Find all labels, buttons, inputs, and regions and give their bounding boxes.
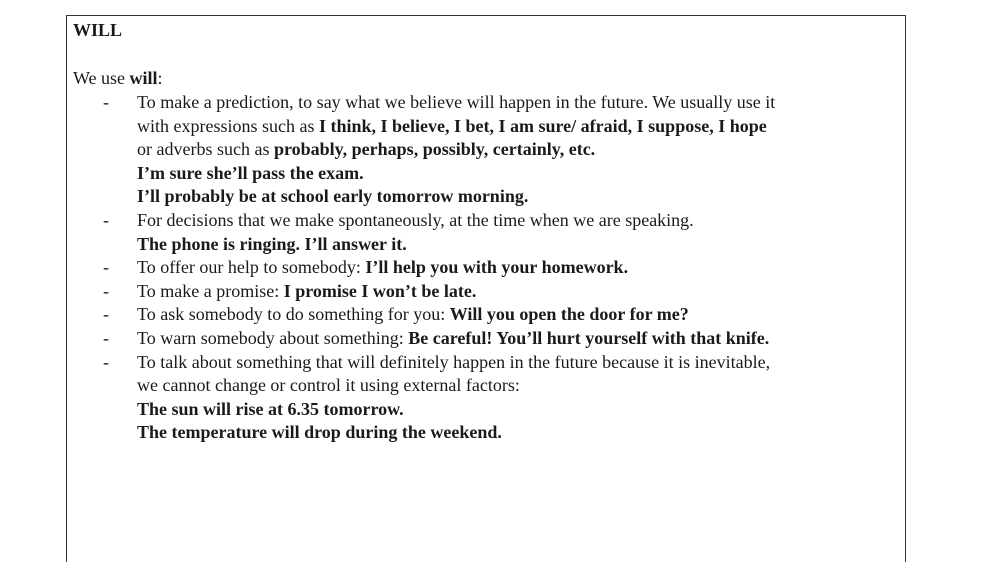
bullet-dash: -: [103, 209, 109, 230]
item-line: [137, 398, 903, 422]
item-line: [137, 162, 903, 186]
item-line: [137, 115, 903, 139]
item-line: [137, 421, 903, 445]
example-text: I’ll probably be at school early tomorrow morning.: [137, 186, 529, 207]
item-line: [137, 351, 903, 375]
body-text: To make a prediction, to say what we believe will happen in the future. We usually use it: [137, 92, 776, 112]
bullet-dash: -: [103, 92, 109, 112]
body-text: To warn somebody about something:: [137, 327, 409, 348]
example-text: The temperature will drop during the weekend.: [137, 422, 502, 443]
example-text: I’m sure she’ll pass the exam.: [137, 162, 364, 183]
body-text: we cannot change or control it using external factors:: [137, 375, 520, 396]
item-line: [137, 209, 903, 233]
body-text: with expressions such as: [137, 115, 319, 136]
example-text: probably, perhaps, possibly, certainly, etc.: [273, 139, 596, 160]
body-text: To talk about something that will definitely happen in the future because it is inevitable,: [137, 351, 771, 372]
item-line: [137, 303, 903, 327]
item-line: [137, 327, 903, 351]
body-text: To ask somebody to do something for you:: [137, 304, 450, 325]
example-text: I promise I won’t be late.: [283, 280, 477, 301]
intro-line: [73, 66, 163, 90]
example-text: The sun will rise at 6.35 tomorrow.: [137, 398, 404, 419]
example-text: Will you open the door for me?: [449, 304, 689, 325]
intro-keyword: will: [129, 68, 158, 88]
body-text: To make a promise:: [137, 280, 284, 301]
list-item: [73, 327, 903, 351]
item-line: [137, 280, 903, 304]
list-item: [73, 351, 903, 445]
item-line: [137, 256, 903, 280]
intro-text: We use: [73, 68, 130, 88]
example-text: I think, I believe, I bet, I am sure/ afraid, I suppose, I hope: [318, 115, 767, 136]
list-item: [73, 280, 903, 304]
item-line: [137, 185, 903, 209]
bullet-dash: -: [103, 280, 109, 301]
usage-list: [73, 91, 903, 445]
example-text: The phone is ringing. I’ll answer it.: [137, 233, 407, 254]
intro-colon: :: [157, 68, 163, 88]
body-text: For decisions that we make spontaneously, at the time when we are speaking.: [137, 209, 694, 230]
list-item: [73, 209, 903, 256]
item-line: [137, 374, 903, 398]
body-text: To offer our help to somebody:: [137, 257, 366, 278]
body-text: or adverbs such as: [137, 139, 274, 160]
bullet-dash: -: [103, 351, 109, 372]
item-line: [137, 91, 903, 115]
list-item: [73, 303, 903, 327]
list-item: [73, 256, 903, 280]
example-text: Be careful! You’ll hurt yourself with that knife.: [408, 327, 770, 348]
bullet-dash: -: [103, 304, 109, 325]
item-line: [137, 138, 903, 162]
bullet-dash: -: [103, 257, 109, 278]
item-line: [137, 233, 903, 257]
list-item: [73, 91, 903, 209]
example-text: I’ll help you with your homework.: [365, 257, 629, 278]
bullet-dash: -: [103, 327, 109, 348]
section-title: WILL: [73, 20, 123, 40]
